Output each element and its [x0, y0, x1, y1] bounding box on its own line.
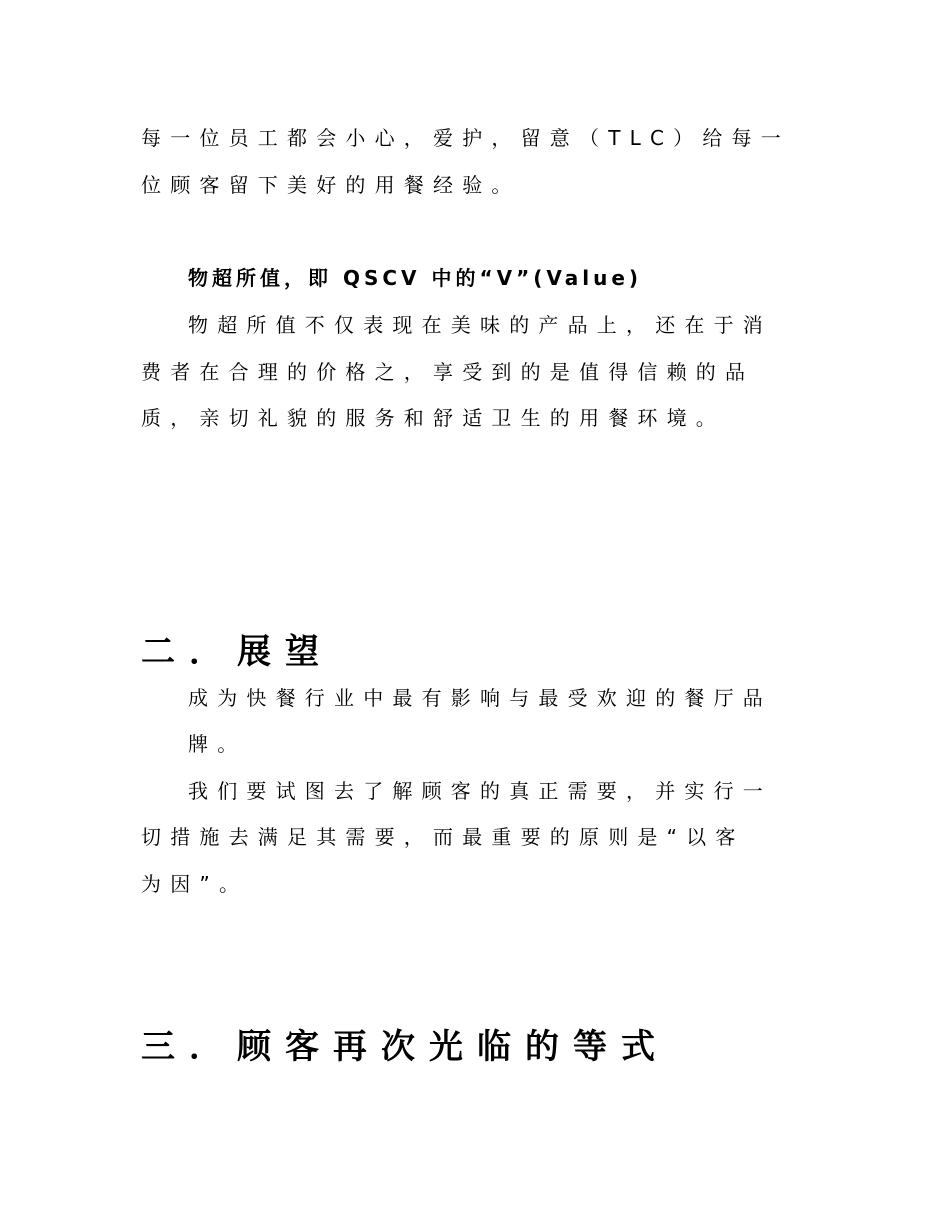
value-paragraph-line-3: 质，亲切礼貌的服务和舒适卫生的用餐环境。: [141, 406, 725, 430]
customer-needs-line-2: 切措施去满足其需要，而最重要的原则是“以客: [141, 825, 745, 849]
vision-line-1: 成为快餐行业中最有影响与最受欢迎的餐厅品: [188, 686, 772, 710]
customer-needs-line-1: 我们要试图去了解顾客的真正需要，并实行一: [188, 779, 772, 803]
tlc-paragraph-line-2: 位顾客留下美好的用餐经验。: [141, 173, 521, 197]
value-paragraph-line-1: 物超所值不仅表现在美味的产品上，还在于消: [188, 313, 772, 337]
value-paragraph-line-2: 费者在合理的价格之，享受到的是值得信赖的品: [141, 360, 755, 384]
customer-needs-line-3: 为因”。: [141, 872, 249, 896]
vision-line-2: 牌。: [188, 732, 247, 756]
section-2-heading: 二．展望: [141, 632, 333, 672]
section-3-heading: 三．顾客再次光临的等式: [141, 1027, 669, 1067]
value-subheading: 物超所值，即 QSCV 中的“V”(Value): [188, 266, 643, 290]
tlc-paragraph-line-1: 每一位员工都会小心，爱护，留意（TLC）给每一: [141, 126, 790, 150]
